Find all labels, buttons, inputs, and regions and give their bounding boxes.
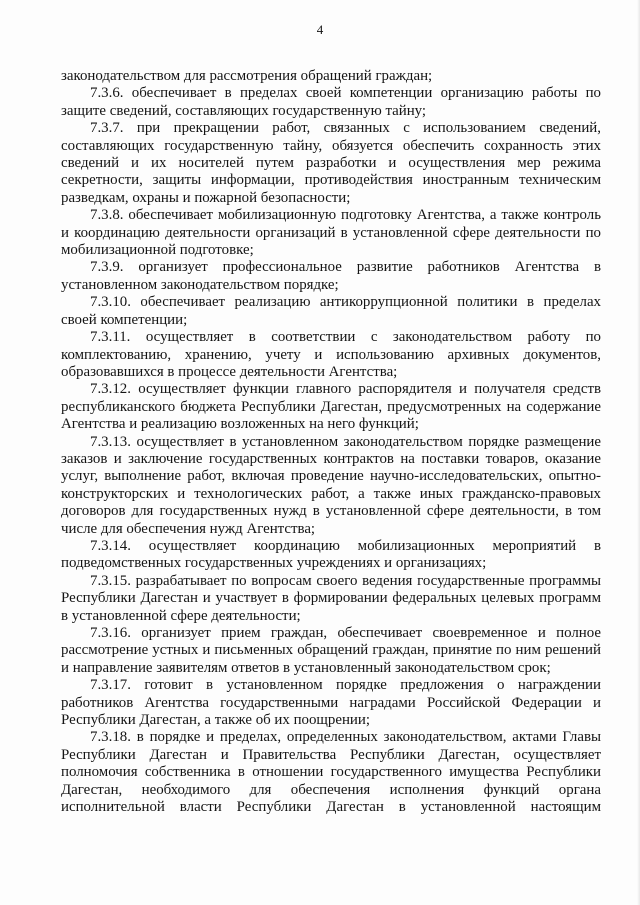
paragraph-7-3-6: 7.3.6. обеспечивает в пределах своей компетенции организацию работы по защите сведений, составляющих государственную тайну; <box>61 85 601 119</box>
page-number: 4 <box>316 22 324 37</box>
paragraph-7-3-18: 7.3.18. в порядке и пределах, определенных законодательством, актами Главы Республики Дагестан и Правительства Республики Дагестан, осуществляет полномочия собственника в отношении государственного имущества Республики Дагестан, необходимого для обеспечения исполнения функций органа исполнительной власти Республики Дагестан в установленной настоящим <box>61 729 601 816</box>
paragraph-7-3-8: 7.3.8. обеспечивает мобилизационную подготовку Агентства, а также контроль и координацию деятельности организаций в установленной сфере деятельности по мобилизационной подготовке; <box>61 207 601 259</box>
paragraph-7-3-9: 7.3.9. организует профессиональное развитие работников Агентства в установленном законодательством порядке; <box>61 259 601 293</box>
paragraph-7-3-14: 7.3.14. осуществляет координацию мобилизационных мероприятий в подведомственных государственных учреждениях и организациях; <box>61 537 601 572</box>
paragraph-7-3-11: 7.3.11. осуществляет в соответствии с законодательством работу по комплектованию, хранению, учету и использованию архивных документов, образовавшихся в процессе деятельности Агентства; <box>61 329 601 380</box>
paragraph-7-3-10: 7.3.10. обеспечивает реализацию антикоррупционной политики в пределах своей компетенции; <box>61 294 601 328</box>
paragraph-7-3-15: 7.3.15. разрабатывает по вопросам своего ведения государственные программы Республики Дагестан и участвует в формировании федеральных целевых программ в установленной сфере деятельности; <box>61 572 601 624</box>
paragraph-7-3-17: 7.3.17. готовит в установленном порядке предложения о награждении работников Агентства государственными наградами Российской Федерации и Республики Дагестан, а также об их поощрении; <box>61 677 601 729</box>
paragraph-7-3-7: 7.3.7. при прекращении работ, связанных с использованием сведений, составляющих государственную тайну, обязуется обеспечить сохранность этих сведений и их носителей путем разработки и осуществления мер режима секретности, защиты информации, противодействия иностранным техническим разведкам, охраны и пожарной безопасности; <box>61 120 601 206</box>
paragraph-continuation: законодательством для рассмотрения обращений граждан; <box>61 68 433 84</box>
paragraph-7-3-12: 7.3.12. осуществляет функции главного распорядителя и получателя средств республиканского бюджета Республики Дагестан, предусмотренных на содержание Агентства и реализацию возложенных на него функций; <box>61 381 601 433</box>
paragraph-7-3-16: 7.3.16. организует прием граждан, обеспечивает своевременное и полное рассмотрение устных и письменных обращений граждан, принятие по ним решений и направление заявителям ответов в установленный законодательством срок; <box>61 625 601 676</box>
document-body <box>61 68 601 816</box>
paragraph-7-3-13: 7.3.13. осуществляет в установленном законодательством порядке размещение заказов и заключение государственных контрактов на поставки товаров, оказание услуг, выполнение работ, включая проведение научно-исследовательских, опытно-конструкторских и технологических работ, а также иных гражданско-правовых договоров для государственных нужд в установленной сфере деятельности, в том числе для обеспечения нужд Агентства; <box>61 433 601 537</box>
